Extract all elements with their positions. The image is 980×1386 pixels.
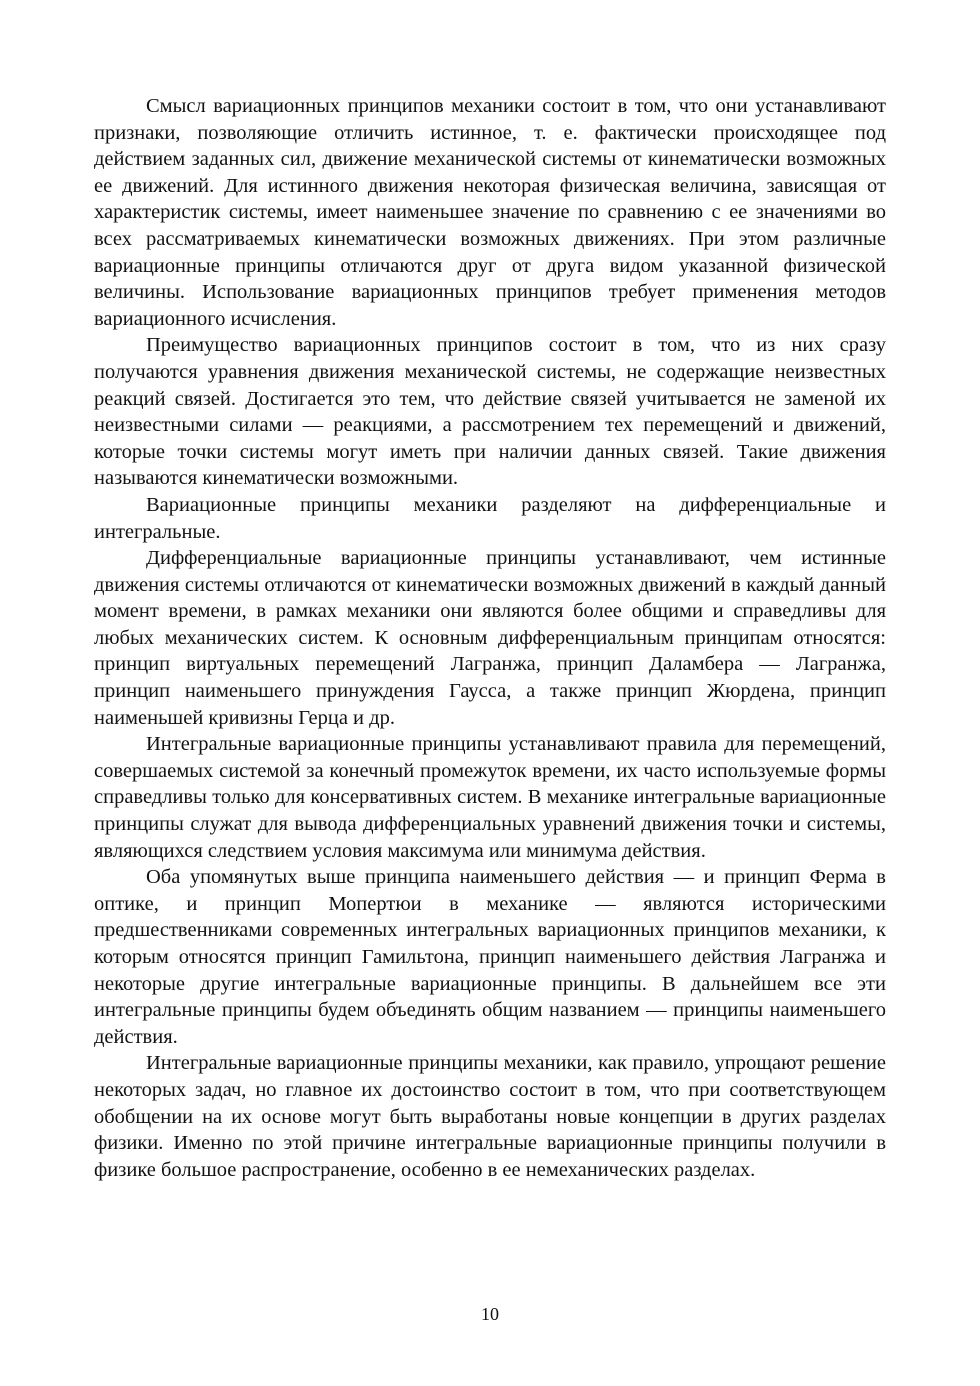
paragraph-4: Дифференциальные вариационные принципы устанавливают, чем истинные движения системы отличаются от кинематически возможных движений в каждый данный момент времени, в рамках механики они являются более общими и справедливы для любых механических систем. К основным дифференциальным принципам относятся: принцип виртуальных перемещений Лагранжа, принцип Даламбера — Лагранжа, принцип наименьшего принуждения Гаусса, а также принцип Жюрдена, принцип наименьшей кривизны Герца и др. xyxy=(94,547,886,729)
paragraph-7: Интегральные вариационные принципы механики, как правило, упрощают решение некоторых задач, но главное их достоинство состоит в том, что при соответствующем обобщении на их основе могут быть выработаны новые концепции в других разделах физики. Именно по этой причине интегральные вариационные принципы получили в физике большое распространение, особенно в ее немеханических разделах. xyxy=(94,1052,886,1181)
paragraph-3: Вариационные принципы механики разделяют на дифференциальные и интегральные. xyxy=(94,493,886,543)
body-text xyxy=(94,93,886,1183)
paragraph-5: Интегральные вариационные принципы устанавливают правила для перемещений, совершаемых системой за конечный промежуток времени, их часто используемые формы справедливы только для консервативных систем. В механике интегральные вариационные принципы служат для вывода дифференциальных уравнений движения точки и системы, являющихся следствием условия максимума или минимума действия. xyxy=(94,733,886,862)
paragraph-2: Преимущество вариационных принципов состоит в том, что из них сразу получаются уравнения движения механической системы, не содержащие неизвестных реакций связей. Достигается это тем, что действие связей учитывается не заменой их неизвестными силами — реакциями, а рассмотрением тех перемещений и движений, которые точки системы могут иметь при наличии данных связей. Такие движения называются кинематически возможными. xyxy=(94,334,886,490)
paragraph-1: Смысл вариационных принципов механики состоит в том, что они устанавливают признаки, позволяющие отличить истинное, т. е. фактически происходящее под действием заданных сил, движение механической системы от кинематически возможных ее движений. Для истинного движения некоторая физическая величина, зависящая от характеристик системы, имеет наименьшее значение по сравнению с ее значениями во всех рассматриваемых кинематически возможных движениях. При этом различные вариационные принципы отличаются друг от друга видом указанной физической величины. Использование вариационных принципов требует применения методов вариационного исчисления. xyxy=(94,95,886,330)
page-number: 10 xyxy=(481,1304,499,1324)
paragraph-6: Оба упомянутых выше принципа наименьшего действия — и принцип Ферма в оптике, и принцип Мопертюи в механике — являются историческими предшественниками современных интегральных вариационных принципов механики, к которым относятся принцип Гамильтона, принцип наименьшего действия Лагранжа и некоторые другие интегральные вариационные принципы. В дальнейшем все эти интегральные принципы будем объединять общим названием — принципы наименьшего действия. xyxy=(94,866,886,1048)
